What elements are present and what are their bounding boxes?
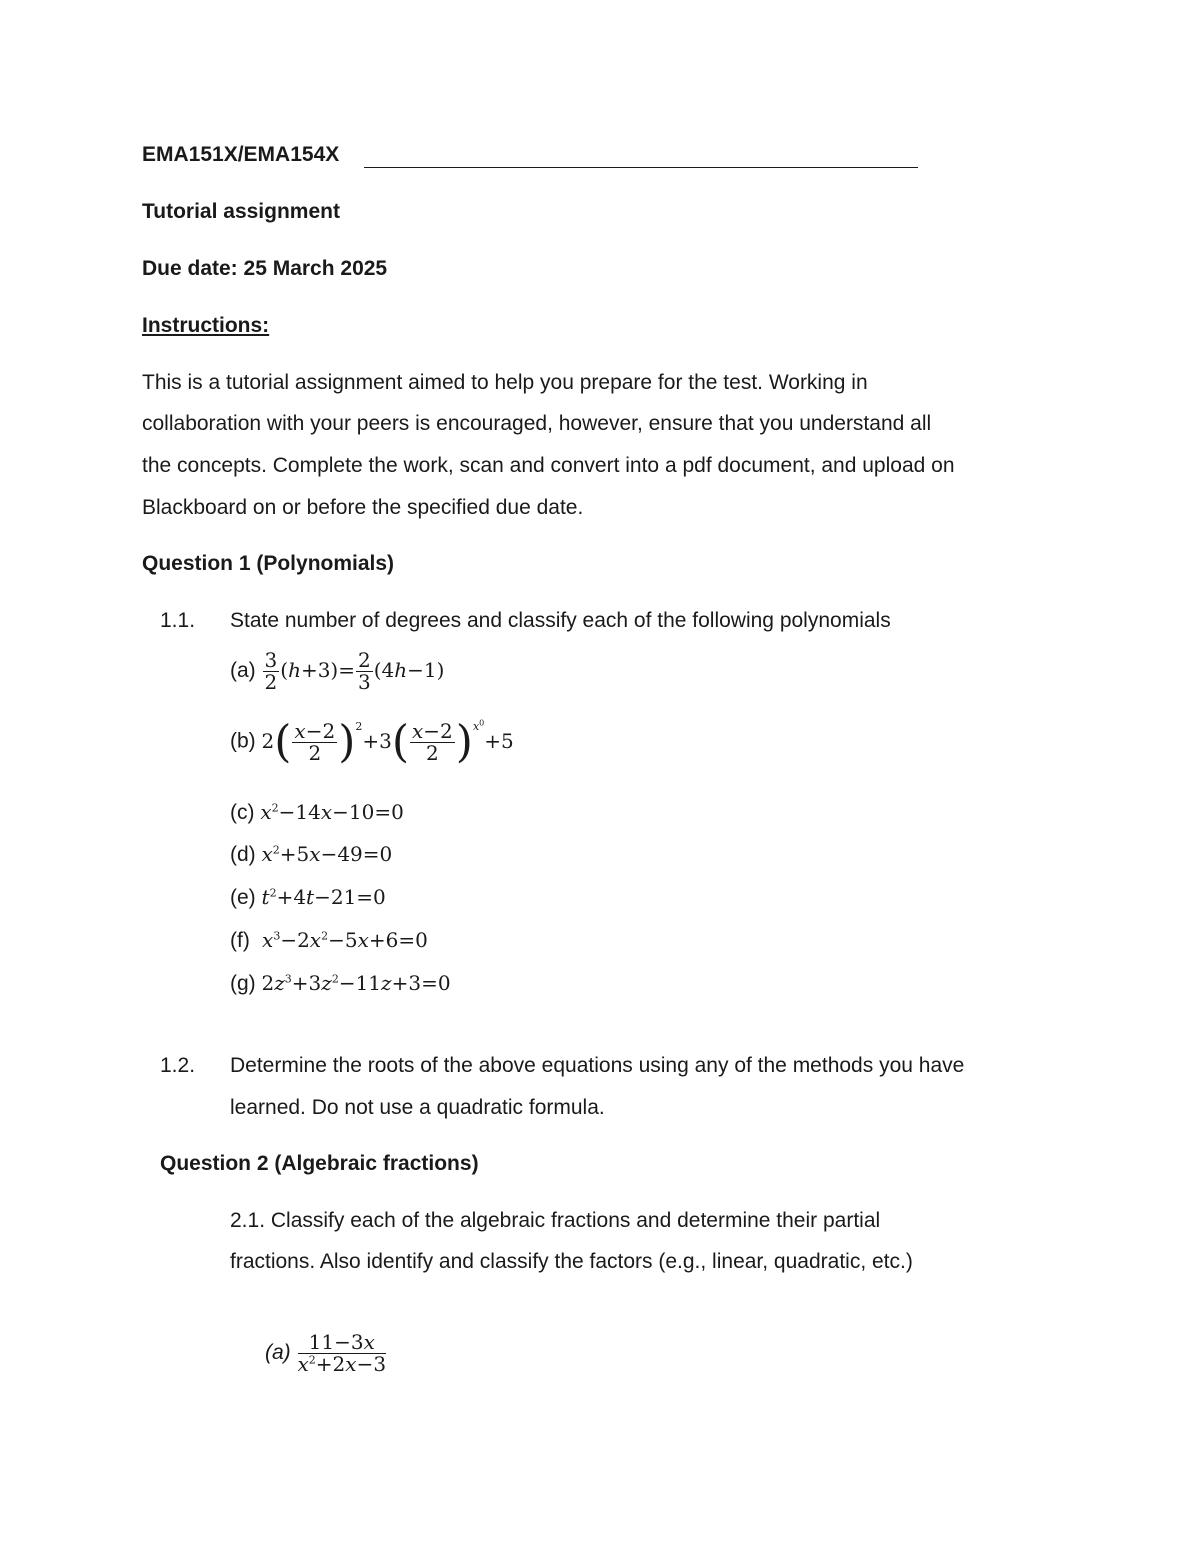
- equation-c: [230, 800, 404, 825]
- equation-a-math: $\frac{3}{2}$ (h+3)= $\frac{2}{3}$ (4h−1): [264, 648, 445, 694]
- instructions-line-2: collaboration with your peers is encouraged, however, ensure that you understand all: [142, 412, 932, 435]
- fraction-a-label: (a): [265, 1341, 291, 1364]
- q21-line-1: 2.1. Classify each of the algebraic fractions and determine their partial: [230, 1209, 881, 1232]
- instructions-line-3: the concepts. Complete the work, scan and convert into a pdf document, and upload on: [142, 454, 955, 477]
- equation-d-math: $x^2+5x-49=0$: [261, 842, 393, 866]
- due-date: Due date: 25 March 2025: [142, 257, 388, 280]
- item-f-label: (f): [230, 929, 250, 952]
- item-g-label: (g): [230, 972, 256, 995]
- item-c-label: (c): [230, 801, 255, 824]
- fraction-a: [265, 1332, 387, 1375]
- equation-b: [230, 716, 514, 768]
- item-a-label: (a): [230, 659, 256, 682]
- q11-text: State number of degrees and classify each of the following polynomials: [230, 609, 891, 632]
- q21-line-2: fractions. Also identify and classify the factors (e.g., linear, quadratic, etc.): [230, 1250, 913, 1273]
- assignment-title: Tutorial assignment: [142, 200, 340, 223]
- item-b-label: (b): [230, 729, 256, 753]
- question-1-heading: Question 1 (Polynomials): [142, 552, 395, 575]
- fraction-a-math: $\frac{11-3x}{x^2+2x-3}$: [297, 1330, 387, 1376]
- equation-f: [230, 928, 428, 953]
- header-underline: [364, 167, 918, 168]
- equation-a: [230, 650, 444, 693]
- equation-f-math: $x^3-2x^2-5x+6=0$: [262, 928, 428, 952]
- item-d-label: (d): [230, 843, 256, 866]
- equation-g: [230, 971, 451, 996]
- instructions-line-4: Blackboard on or before the specified due date.: [142, 496, 584, 519]
- equation-c-math: $x^2-14x-10=0$: [260, 800, 404, 824]
- equation-e: [230, 885, 386, 910]
- course-code: EMA151X/EMA154X: [142, 143, 340, 166]
- instructions-heading: Instructions:: [142, 314, 270, 337]
- equation-g-math: $2z^3+3z^2-11z+3=0$: [261, 971, 451, 995]
- q12-line-2: learned. Do not use a quadratic formula.: [230, 1096, 605, 1119]
- instructions-line-1: This is a tutorial assignment aimed to help you prepare for the test. Working in: [142, 371, 868, 394]
- equation-e-math: $t^2+4t-21=0$: [261, 885, 386, 909]
- q11-number: 1.1.: [160, 609, 196, 632]
- item-e-label: (e): [230, 886, 256, 909]
- q12-number: 1.2.: [160, 1054, 196, 1077]
- q12-line-1: Determine the roots of the above equations using any of the methods you have: [230, 1054, 965, 1077]
- equation-d: [230, 842, 392, 867]
- question-2-heading: Question 2 (Algebraic fractions): [160, 1152, 479, 1175]
- equation-b-math: 2( $\frac{x-2}{2}$ )$^2$+3( $\frac{x-2}{2}$ )$^{x^0}$+5: [261, 716, 514, 768]
